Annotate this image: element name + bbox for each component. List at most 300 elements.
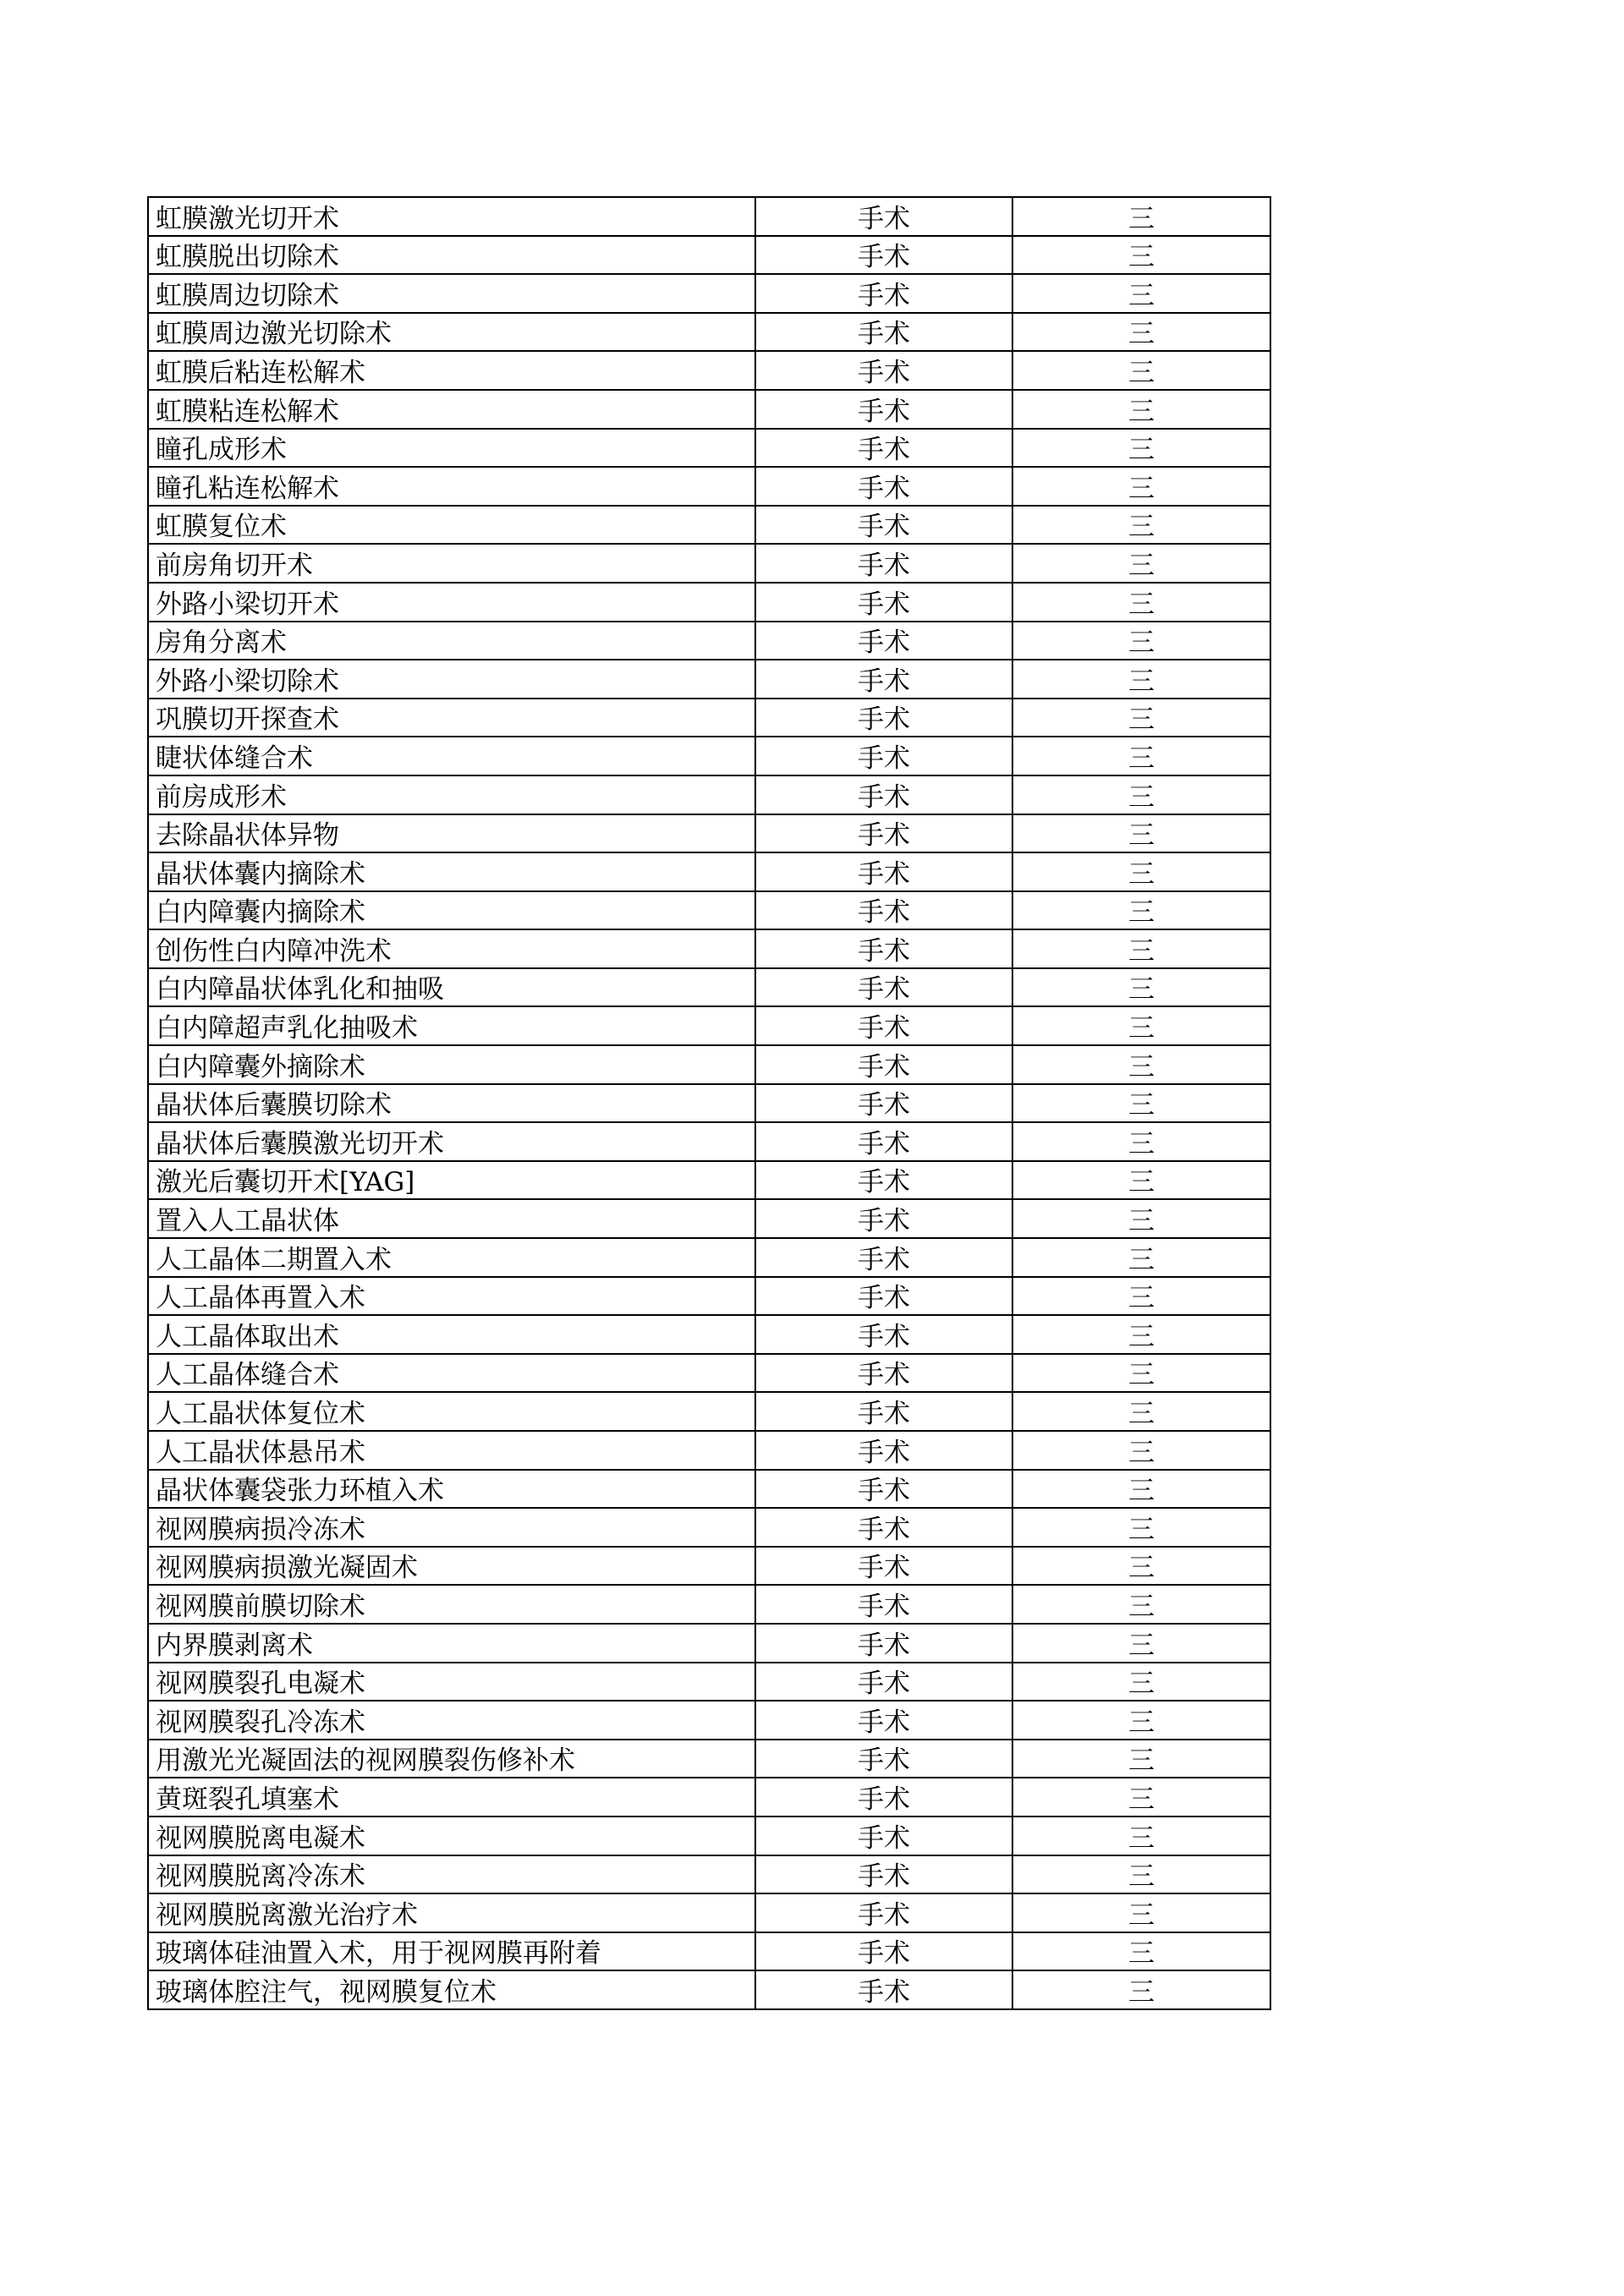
procedure-level-cell	[1012, 429, 1270, 468]
table-row	[148, 1277, 1270, 1316]
procedure-name-cell	[148, 1161, 755, 1200]
procedure-name-cell	[148, 737, 755, 775]
procedure-name-cell-text: 晶状体囊袋张力环植入术	[156, 1476, 444, 1507]
procedure-type-cell-text: 手术	[858, 1514, 910, 1545]
procedure-level-cell-text: 三	[1128, 357, 1155, 388]
procedure-level-cell-text: 三	[1128, 1745, 1155, 1777]
procedure-level-cell	[1012, 197, 1270, 236]
procedure-level-cell-text: 三	[1128, 1591, 1155, 1622]
table-row	[148, 1354, 1270, 1393]
procedure-name-cell	[148, 660, 755, 699]
procedure-name-cell-text: 内界膜剥离术	[156, 1630, 313, 1661]
procedure-table-body	[148, 197, 1270, 2009]
table-row	[148, 544, 1270, 583]
procedure-level-cell	[1012, 506, 1270, 545]
procedure-name-cell	[148, 1392, 755, 1431]
procedure-name-cell-text: 人工晶体缝合术	[156, 1360, 339, 1391]
procedure-name-cell-text: 睫状体缝合术	[156, 743, 313, 774]
procedure-type-cell-text: 手术	[858, 1283, 910, 1314]
table-row	[148, 583, 1270, 622]
procedure-type-cell	[755, 1585, 1012, 1624]
procedure-table	[147, 196, 1271, 2010]
table-row	[148, 1701, 1270, 1740]
procedure-name-cell	[148, 1431, 755, 1470]
procedure-type-cell	[755, 622, 1012, 660]
procedure-type-cell	[755, 1392, 1012, 1431]
procedure-level-cell	[1012, 1315, 1270, 1354]
procedure-name-cell	[148, 274, 755, 313]
procedure-name-cell	[148, 929, 755, 968]
procedure-name-cell-text: 瞳孔粘连松解术	[156, 473, 339, 504]
procedure-type-cell-text: 手术	[858, 1167, 910, 1198]
procedure-level-cell	[1012, 1431, 1270, 1470]
procedure-level-cell-text: 三	[1128, 1899, 1155, 1931]
procedure-name-cell-text: 人工晶状体悬吊术	[156, 1437, 365, 1468]
procedure-name-cell	[148, 1624, 755, 1663]
table-row	[148, 1470, 1270, 1509]
procedure-name-cell-text: 创伤性白内障冲洗术	[156, 935, 392, 967]
procedure-type-cell	[755, 1817, 1012, 1855]
procedure-name-cell	[148, 1740, 755, 1778]
procedure-type-cell-text: 手术	[858, 357, 910, 388]
procedure-name-cell	[148, 1701, 755, 1740]
table-row	[148, 1932, 1270, 1971]
table-row	[148, 775, 1270, 814]
procedure-type-cell-text: 手术	[858, 280, 910, 311]
procedure-level-cell-text: 三	[1128, 781, 1155, 813]
procedure-type-cell-text: 手术	[858, 1360, 910, 1391]
table-row	[148, 1084, 1270, 1123]
procedure-name-cell-text: 外路小梁切开术	[156, 589, 339, 620]
procedure-type-cell	[755, 891, 1012, 930]
procedure-name-cell-text: 玻璃体腔注气，视网膜复位术	[156, 1976, 497, 2008]
procedure-name-cell	[148, 1508, 755, 1547]
procedure-type-cell-text: 手术	[858, 935, 910, 967]
table-row	[148, 968, 1270, 1007]
procedure-level-cell	[1012, 1122, 1270, 1161]
procedure-name-cell	[148, 1585, 755, 1624]
procedure-type-cell-text: 手术	[858, 550, 910, 581]
procedure-name-cell	[148, 390, 755, 429]
procedure-level-cell	[1012, 1199, 1270, 1238]
procedure-level-cell	[1012, 1508, 1270, 1547]
table-row	[148, 1893, 1270, 1932]
procedure-type-cell	[755, 1238, 1012, 1277]
procedure-type-cell	[755, 814, 1012, 853]
table-row	[148, 814, 1270, 853]
procedure-level-cell-text: 三	[1128, 1976, 1155, 2008]
procedure-level-cell	[1012, 1932, 1270, 1971]
procedure-name-cell-text: 人工晶体取出术	[156, 1321, 339, 1352]
procedure-name-cell-text: 虹膜后粘连松解术	[156, 357, 365, 388]
procedure-name-cell	[148, 236, 755, 275]
procedure-level-cell	[1012, 622, 1270, 660]
procedure-type-cell-text: 手术	[858, 1630, 910, 1661]
procedure-type-cell-text: 手术	[858, 512, 910, 543]
table-row	[148, 1624, 1270, 1663]
procedure-type-cell	[755, 1045, 1012, 1084]
procedure-type-cell	[755, 1855, 1012, 1894]
procedure-level-cell	[1012, 390, 1270, 429]
procedure-name-cell	[148, 1817, 755, 1855]
procedure-type-cell	[755, 1508, 1012, 1547]
procedure-name-cell	[148, 506, 755, 545]
table-row	[148, 1392, 1270, 1431]
table-row	[148, 1970, 1270, 2009]
procedure-type-cell-text: 手术	[858, 319, 910, 350]
procedure-type-cell	[755, 506, 1012, 545]
procedure-level-cell-text: 三	[1128, 435, 1155, 466]
procedure-type-cell	[755, 1315, 1012, 1354]
procedure-name-cell	[148, 1006, 755, 1045]
procedure-type-cell	[755, 775, 1012, 814]
procedure-level-cell	[1012, 1855, 1270, 1894]
procedure-type-cell	[755, 1161, 1012, 1200]
procedure-type-cell-text: 手术	[858, 1938, 910, 1970]
procedure-name-cell-text: 虹膜周边激光切除术	[156, 319, 392, 350]
table-row	[148, 1585, 1270, 1624]
procedure-name-cell	[148, 544, 755, 583]
procedure-name-cell-text: 瞳孔成形术	[156, 435, 287, 466]
procedure-type-cell-text: 手术	[858, 1476, 910, 1507]
procedure-name-cell	[148, 1547, 755, 1586]
procedure-level-cell	[1012, 236, 1270, 275]
procedure-name-cell	[148, 1122, 755, 1161]
procedure-level-cell	[1012, 1817, 1270, 1855]
procedure-level-cell	[1012, 1045, 1270, 1084]
procedure-type-cell	[755, 1199, 1012, 1238]
procedure-level-cell	[1012, 1778, 1270, 1817]
procedure-name-cell	[148, 775, 755, 814]
procedure-name-cell	[148, 1045, 755, 1084]
procedure-name-cell-text: 视网膜病损冷冻术	[156, 1514, 365, 1545]
procedure-type-cell-text: 手术	[858, 704, 910, 736]
procedure-type-cell	[755, 1470, 1012, 1509]
procedure-type-cell	[755, 313, 1012, 352]
procedure-level-cell-text: 三	[1128, 627, 1155, 659]
procedure-level-cell-text: 三	[1128, 1399, 1155, 1429]
procedure-level-cell	[1012, 929, 1270, 968]
table-row	[148, 1006, 1270, 1045]
procedure-level-cell-text: 三	[1128, 897, 1155, 929]
procedure-name-cell-text: 视网膜脱离激光治疗术	[156, 1899, 418, 1931]
table-row	[148, 1778, 1270, 1817]
table-row	[148, 1045, 1270, 1084]
procedure-name-cell	[148, 1315, 755, 1354]
procedure-name-cell	[148, 1277, 755, 1316]
procedure-type-cell-text: 手术	[858, 1899, 910, 1931]
procedure-level-cell-text: 三	[1128, 280, 1155, 311]
procedure-name-cell-text: 人工晶体二期置入术	[156, 1244, 392, 1275]
procedure-name-cell-text: 黄斑裂孔填塞术	[156, 1784, 339, 1815]
procedure-type-cell-text: 手术	[858, 1861, 910, 1893]
procedure-level-cell	[1012, 1161, 1270, 1200]
procedure-type-cell-text: 手术	[858, 1745, 910, 1777]
procedure-type-cell-text: 手术	[858, 743, 910, 774]
procedure-level-cell-text: 三	[1128, 589, 1155, 620]
table-row	[148, 699, 1270, 737]
procedure-name-cell-text: 视网膜裂孔电凝术	[156, 1669, 365, 1700]
procedure-level-cell	[1012, 1585, 1270, 1624]
procedure-level-cell-text: 三	[1128, 319, 1155, 350]
table-row	[148, 1508, 1270, 1547]
procedure-level-cell	[1012, 660, 1270, 699]
table-row	[148, 1238, 1270, 1277]
table-row	[148, 313, 1270, 352]
table-row	[148, 1547, 1270, 1586]
procedure-type-cell	[755, 1122, 1012, 1161]
procedure-name-cell-text: 前房角切开术	[156, 550, 313, 581]
procedure-name-cell	[148, 1970, 755, 2009]
procedure-level-cell-text: 三	[1128, 203, 1155, 234]
table-row	[148, 1199, 1270, 1238]
procedure-name-cell	[148, 622, 755, 660]
procedure-level-cell	[1012, 351, 1270, 390]
procedure-type-cell-text: 手术	[858, 1707, 910, 1738]
procedure-type-cell-text: 手术	[858, 1553, 910, 1584]
table-row	[148, 351, 1270, 390]
procedure-name-cell	[148, 351, 755, 390]
procedure-type-cell	[755, 390, 1012, 429]
procedure-name-cell	[148, 699, 755, 737]
procedure-name-cell	[148, 1354, 755, 1393]
procedure-level-cell-text: 三	[1128, 974, 1155, 1006]
procedure-name-cell-text: 去除晶状体异物	[156, 820, 339, 852]
procedure-type-cell	[755, 1277, 1012, 1316]
procedure-level-cell	[1012, 467, 1270, 506]
procedure-level-cell-text: 三	[1128, 1707, 1155, 1738]
procedure-level-cell	[1012, 313, 1270, 352]
procedure-name-cell	[148, 1199, 755, 1238]
procedure-level-cell-text: 三	[1128, 1553, 1155, 1584]
procedure-level-cell-text: 三	[1128, 935, 1155, 967]
procedure-level-cell-text: 三	[1128, 1244, 1155, 1275]
procedure-level-cell	[1012, 814, 1270, 853]
procedure-level-cell-text: 三	[1128, 396, 1155, 427]
procedure-type-cell-text: 手术	[858, 1051, 910, 1082]
procedure-level-cell-text: 三	[1128, 820, 1155, 852]
procedure-level-cell	[1012, 1624, 1270, 1663]
procedure-level-cell-text: 三	[1128, 1630, 1155, 1661]
procedure-type-cell	[755, 467, 1012, 506]
table-row	[148, 1663, 1270, 1701]
procedure-level-cell-text: 三	[1128, 550, 1155, 581]
procedure-type-cell-text: 手术	[858, 820, 910, 852]
table-row	[148, 1161, 1270, 1200]
table-row	[148, 467, 1270, 506]
procedure-type-cell-text: 手术	[858, 1784, 910, 1815]
procedure-name-cell-text: 视网膜病损激光凝固术	[156, 1553, 418, 1584]
procedure-type-cell	[755, 1740, 1012, 1778]
procedure-level-cell	[1012, 544, 1270, 583]
table-row	[148, 429, 1270, 468]
table-row	[148, 1740, 1270, 1778]
procedure-level-cell-text: 三	[1128, 1283, 1155, 1314]
procedure-type-cell	[755, 699, 1012, 737]
procedure-type-cell-text: 手术	[858, 1591, 910, 1622]
procedure-type-cell	[755, 1431, 1012, 1470]
procedure-name-cell-text: 虹膜复位术	[156, 512, 287, 543]
procedure-type-cell	[755, 274, 1012, 313]
procedure-name-cell-text: 前房成形术	[156, 781, 287, 813]
procedure-type-cell	[755, 351, 1012, 390]
procedure-type-cell	[755, 197, 1012, 236]
procedure-level-cell-text: 三	[1128, 858, 1155, 890]
procedure-level-cell	[1012, 1084, 1270, 1123]
procedure-name-cell	[148, 1470, 755, 1509]
procedure-name-cell	[148, 891, 755, 930]
procedure-level-cell-text: 三	[1128, 1861, 1155, 1893]
procedure-type-cell	[755, 737, 1012, 775]
procedure-level-cell-text: 三	[1128, 1784, 1155, 1815]
procedure-name-cell-text: 视网膜脱离电凝术	[156, 1822, 365, 1854]
procedure-type-cell-text: 手术	[858, 473, 910, 504]
procedure-type-cell-text: 手术	[858, 1437, 910, 1468]
procedure-type-cell-text: 手术	[858, 203, 910, 234]
procedure-level-cell-text: 三	[1128, 1476, 1155, 1507]
procedure-level-cell-text: 三	[1128, 1514, 1155, 1545]
table-row	[148, 1817, 1270, 1855]
procedure-name-cell	[148, 197, 755, 236]
procedure-type-cell	[755, 1932, 1012, 1971]
table-row	[148, 506, 1270, 545]
procedure-name-cell-text: 白内障晶状体乳化和抽吸	[156, 974, 444, 1006]
procedure-name-cell-text: 视网膜裂孔冷冻术	[156, 1707, 365, 1738]
procedure-level-cell-text: 三	[1128, 1051, 1155, 1082]
procedure-type-cell-text: 手术	[858, 1321, 910, 1352]
procedure-name-cell	[148, 467, 755, 506]
procedure-name-cell-text: 白内障囊外摘除术	[156, 1051, 365, 1082]
procedure-level-cell	[1012, 1701, 1270, 1740]
procedure-level-cell	[1012, 1238, 1270, 1277]
procedure-name-cell-text: 置入人工晶状体	[156, 1206, 339, 1237]
procedure-type-cell	[755, 429, 1012, 468]
procedure-name-cell	[148, 1663, 755, 1701]
procedure-type-cell	[755, 1354, 1012, 1393]
procedure-level-cell	[1012, 1970, 1270, 2009]
procedure-type-cell-text: 手术	[858, 1090, 910, 1121]
procedure-type-cell	[755, 1970, 1012, 2009]
procedure-name-cell-text: 晶状体后囊膜激光切开术	[156, 1128, 444, 1159]
procedure-level-cell-text: 三	[1128, 1437, 1155, 1468]
procedure-type-cell-text: 手术	[858, 666, 910, 697]
procedure-type-cell-text: 手术	[858, 974, 910, 1006]
procedure-level-cell-text: 三	[1128, 512, 1155, 543]
procedure-level-cell-text: 三	[1128, 242, 1155, 273]
procedure-level-cell	[1012, 1392, 1270, 1431]
procedure-name-cell-text: 激光后囊切开术[YAG]	[156, 1167, 415, 1198]
procedure-name-cell	[148, 852, 755, 891]
procedure-type-cell-text: 手术	[858, 435, 910, 466]
procedure-name-cell-text: 人工晶体再置入术	[156, 1283, 365, 1314]
procedure-type-cell	[755, 544, 1012, 583]
table-row	[148, 390, 1270, 429]
table-row	[148, 1855, 1270, 1894]
procedure-type-cell	[755, 236, 1012, 275]
procedure-level-cell	[1012, 583, 1270, 622]
procedure-name-cell	[148, 429, 755, 468]
procedure-type-cell-text: 手术	[858, 1399, 910, 1429]
procedure-name-cell-text: 虹膜脱出切除术	[156, 242, 339, 273]
procedure-name-cell-text: 白内障囊内摘除术	[156, 897, 365, 929]
procedure-level-cell-text: 三	[1128, 1090, 1155, 1121]
procedure-type-cell-text: 手术	[858, 858, 910, 890]
procedure-name-cell	[148, 1084, 755, 1123]
procedure-name-cell	[148, 1778, 755, 1817]
procedure-type-cell	[755, 1701, 1012, 1740]
procedure-type-cell	[755, 852, 1012, 891]
table-row	[148, 737, 1270, 775]
procedure-level-cell	[1012, 891, 1270, 930]
procedure-type-cell-text: 手术	[858, 1976, 910, 2008]
procedure-name-cell-text: 人工晶状体复位术	[156, 1399, 365, 1429]
procedure-name-cell-text: 晶状体后囊膜切除术	[156, 1090, 392, 1121]
procedure-level-cell	[1012, 775, 1270, 814]
table-row	[148, 274, 1270, 313]
procedure-type-cell-text: 手术	[858, 1244, 910, 1275]
procedure-level-cell	[1012, 1740, 1270, 1778]
procedure-type-cell-text: 手术	[858, 1206, 910, 1237]
table-row	[148, 660, 1270, 699]
procedure-level-cell-text: 三	[1128, 666, 1155, 697]
procedure-level-cell	[1012, 1354, 1270, 1393]
procedure-name-cell	[148, 968, 755, 1007]
procedure-level-cell-text: 三	[1128, 1206, 1155, 1237]
procedure-name-cell-text: 外路小梁切除术	[156, 666, 339, 697]
procedure-name-cell	[148, 1855, 755, 1894]
procedure-name-cell-text: 视网膜前膜切除术	[156, 1591, 365, 1622]
procedure-level-cell	[1012, 1470, 1270, 1509]
procedure-type-cell	[755, 968, 1012, 1007]
procedure-name-cell-text: 白内障超声乳化抽吸术	[156, 1013, 418, 1044]
procedure-level-cell-text: 三	[1128, 1822, 1155, 1854]
procedure-type-cell-text: 手术	[858, 1128, 910, 1159]
table-row	[148, 1122, 1270, 1161]
procedure-name-cell-text: 房角分离术	[156, 627, 287, 659]
procedure-name-cell	[148, 313, 755, 352]
procedure-name-cell	[148, 583, 755, 622]
procedure-level-cell	[1012, 1663, 1270, 1701]
procedure-level-cell	[1012, 968, 1270, 1007]
procedure-type-cell-text: 手术	[858, 589, 910, 620]
procedure-type-cell	[755, 1778, 1012, 1817]
procedure-name-cell-text: 虹膜粘连松解术	[156, 396, 339, 427]
procedure-level-cell	[1012, 699, 1270, 737]
procedure-name-cell-text: 虹膜激光切开术	[156, 203, 339, 234]
procedure-type-cell	[755, 1893, 1012, 1932]
procedure-name-cell	[148, 1932, 755, 1971]
procedure-type-cell-text: 手术	[858, 897, 910, 929]
procedure-name-cell-text: 虹膜周边切除术	[156, 280, 339, 311]
procedure-level-cell-text: 三	[1128, 1167, 1155, 1198]
table-row	[148, 197, 1270, 236]
procedure-level-cell	[1012, 1893, 1270, 1932]
procedure-type-cell-text: 手术	[858, 1669, 910, 1700]
procedure-level-cell	[1012, 1006, 1270, 1045]
procedure-level-cell	[1012, 1547, 1270, 1586]
procedure-type-cell	[755, 660, 1012, 699]
procedure-level-cell-text: 三	[1128, 704, 1155, 736]
procedure-name-cell	[148, 814, 755, 853]
procedure-name-cell-text: 巩膜切开探查术	[156, 704, 339, 736]
procedure-level-cell-text: 三	[1128, 1938, 1155, 1970]
procedure-level-cell-text: 三	[1128, 473, 1155, 504]
table-row	[148, 891, 1270, 930]
procedure-type-cell	[755, 1547, 1012, 1586]
procedure-name-cell	[148, 1893, 755, 1932]
procedure-type-cell	[755, 1006, 1012, 1045]
table-row	[148, 236, 1270, 275]
